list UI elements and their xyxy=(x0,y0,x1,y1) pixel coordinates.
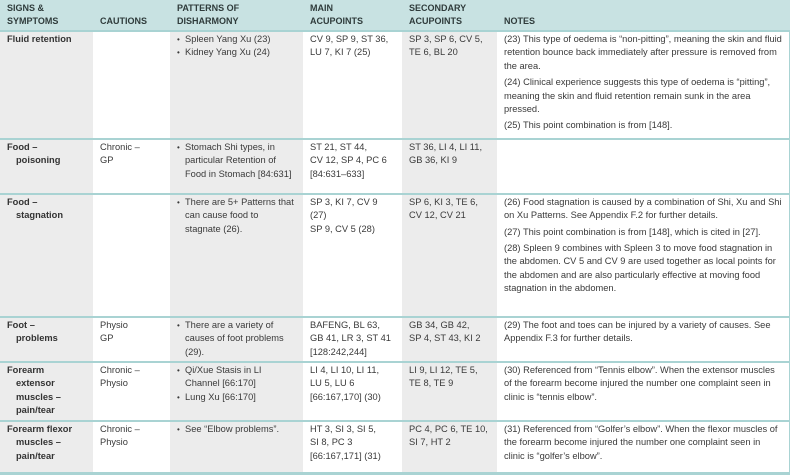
note-text: (24) Clinical experience suggests this type of oedema is “pitting”, meaning the skin and fluid retention remain sunk in the area pressed. xyxy=(504,77,771,115)
cautions-cell xyxy=(93,139,170,194)
secondary-acupoint-line: LI 9, LI 12, TE 5, xyxy=(409,365,478,376)
cautions-cell xyxy=(93,421,170,474)
patterns-cell xyxy=(170,31,303,139)
main-acupoint-line: SI 8, PC 3 xyxy=(310,437,353,448)
caution-line: Chronic – xyxy=(100,141,140,152)
symptom-cell xyxy=(0,317,93,362)
note-text: (26) Food stagnation is caused by a combination of Shi, Xu and Shi on Xu Patterns. See Appendix F.2 for further details. xyxy=(504,196,782,221)
note-text: (27) This point combination is from [148], which is cited in [27]. xyxy=(504,226,761,237)
notes-cell xyxy=(497,317,790,362)
secondary-acupoint-line: PC 4, PC 6, TE 10, xyxy=(409,423,488,434)
main-acupoint-line: GB 41, LR 3, ST 41 xyxy=(310,333,391,344)
secondary-acupoint-line: CV 12, CV 21 xyxy=(409,210,466,221)
header-main: MAIN ACUPOINTS xyxy=(303,0,402,31)
pattern-item: • Spleen Yang Xu (23) xyxy=(177,33,296,46)
patterns-cell xyxy=(170,194,303,317)
table-row xyxy=(0,194,790,317)
main-acupoint-line: BAFENG, BL 63, xyxy=(310,319,380,330)
main-acupoint-line: LI 4, LI 10, LI 11, xyxy=(310,365,380,376)
notes-cell xyxy=(497,139,790,194)
patterns-cell xyxy=(170,362,303,421)
symptom-cell xyxy=(0,362,93,421)
main-acupoint-line: [66:167,171] (31) xyxy=(310,450,381,461)
patterns-cell xyxy=(170,139,303,194)
header-row xyxy=(0,0,790,31)
main-acupoint-line: [84:631–633] xyxy=(310,168,365,179)
symptom-line: extensor muscles – pain/tear xyxy=(16,378,61,416)
caution-line: Physio xyxy=(100,319,128,330)
main-acupoint-line: (27) xyxy=(310,210,327,221)
main-acupoints-cell xyxy=(303,317,402,362)
header-signs: SIGNS & SYMPTOMS xyxy=(0,0,93,31)
caution-line: Chronic – xyxy=(100,365,140,376)
symptom-cell xyxy=(0,31,93,139)
secondary-acupoints-cell xyxy=(402,362,497,421)
symptom-line: muscles – pain/tear xyxy=(16,437,61,461)
note-text: (31) Referenced from “Golfer’s elbow”. When the flexor muscles of the forearm become injured the number one complaint seen in clinic is “golfer’s elbow”. xyxy=(504,423,778,461)
cautions-cell xyxy=(93,194,170,317)
note-text: (29) The foot and toes can be injured by a variety of causes. See Appendix F.3 for further details. xyxy=(504,319,771,344)
symptom-line: Forearm xyxy=(7,365,45,376)
symptom-line: Food – xyxy=(7,196,38,207)
note-text: (23) This type of oedema is “non-pitting”, meaning the skin and fluid retention bounce back immediately after pressure is removed from the area. xyxy=(504,34,782,71)
main-acupoint-line: CV 12, SP 4, PC 6 xyxy=(310,155,387,166)
pattern-item: • There are 5+ Patterns that can cause food to stagnate (26). xyxy=(177,196,296,236)
notes-cell xyxy=(497,194,790,317)
secondary-acupoint-line: SP 3, SP 6, CV 5, xyxy=(409,34,483,44)
caution-line: Chronic – xyxy=(100,423,140,434)
main-acupoint-line: HT 3, SI 3, SI 5, xyxy=(310,423,376,434)
main-acupoint-line: LU 7, KI 7 (25) xyxy=(310,47,371,58)
table-row xyxy=(0,317,790,362)
secondary-acupoint-line: GB 36, KI 9 xyxy=(409,155,458,166)
main-acupoints-cell xyxy=(303,31,402,139)
main-acupoint-line: SP 3, KI 7, CV 9 xyxy=(310,196,378,207)
header-secondary: SECONDARY ACUPOINTS xyxy=(402,0,497,31)
secondary-acupoint-line: SI 7, HT 2 xyxy=(409,437,451,448)
secondary-acupoint-line: TE 8, TE 9 xyxy=(409,378,454,389)
main-acupoints-cell xyxy=(303,421,402,474)
pattern-item: • There are a variety of causes of foot problems (29). xyxy=(177,319,296,359)
secondary-acupoints-cell xyxy=(402,31,497,139)
main-acupoint-line: [66:167,170] (30) xyxy=(310,391,381,402)
pattern-item: • Kidney Yang Xu (24) xyxy=(177,46,296,59)
cautions-cell xyxy=(93,362,170,421)
main-acupoints-cell xyxy=(303,194,402,317)
symptom-line: stagnation xyxy=(16,210,64,221)
symptom-line: poisoning xyxy=(16,155,61,166)
secondary-acupoint-line: SP 6, KI 3, TE 6, xyxy=(409,196,478,207)
symptom-cell xyxy=(0,194,93,317)
secondary-acupoints-cell xyxy=(402,194,497,317)
cautions-cell xyxy=(93,31,170,139)
symptom-cell xyxy=(0,421,93,474)
pattern-item: • Lung Xu [66:170] xyxy=(177,391,296,404)
secondary-acupoint-line: SP 4, ST 43, KI 2 xyxy=(409,333,481,344)
symptom-line: Foot – xyxy=(7,319,35,330)
patterns-cell xyxy=(170,317,303,362)
note-text: (28) Spleen 9 combines with Spleen 3 to move food stagnation in the abdomen. CV 5 and CV 9 are used together as local points for the abdomen and are also particularly effective at moving food stagnation in the abdomen. xyxy=(504,243,776,294)
notes-cell xyxy=(497,362,790,421)
caution-line: GP xyxy=(100,333,114,344)
patterns-cell xyxy=(170,421,303,474)
symptom-line: Forearm flexor xyxy=(7,423,73,434)
table-row xyxy=(0,31,790,139)
secondary-acupoints-cell xyxy=(402,317,497,362)
header-patterns: PATTERNS OF DISHARMONY xyxy=(170,0,303,31)
pattern-item: • Qi/Xue Stasis in LI Channel [66:170] xyxy=(177,364,296,391)
main-acupoint-line: [128:242,244] xyxy=(310,346,367,357)
secondary-acupoint-line: ST 36, LI 4, LI 11, xyxy=(409,141,483,152)
header-notes: NOTES xyxy=(497,0,790,31)
symptom-line: problems xyxy=(16,333,58,344)
notes-cell xyxy=(497,31,790,139)
main-acupoint-line: ST 21, ST 44, xyxy=(310,141,368,152)
notes-cell xyxy=(497,421,790,474)
note-text: (25) This point combination is from [148]. xyxy=(504,120,673,131)
secondary-acupoints-cell xyxy=(402,139,497,194)
caution-line: Physio xyxy=(100,437,128,448)
note-text: (30) Referenced from “Tennis elbow”. When the extensor muscles of the forearm become injured the number one complaint seen in clinic is “tennis elbow”. xyxy=(504,365,775,402)
symptom-line: Fluid retention xyxy=(7,34,72,44)
main-acupoint-line: LU 5, LU 6 xyxy=(310,378,355,389)
main-acupoint-line: SP 9, CV 5 (28) xyxy=(310,223,375,234)
secondary-acupoints-cell xyxy=(402,421,497,474)
secondary-acupoint-line: GB 34, GB 42, xyxy=(409,319,470,330)
symptom-line: Food – xyxy=(7,141,38,152)
table-row xyxy=(0,139,790,194)
main-acupoints-cell xyxy=(303,362,402,421)
caution-line: GP xyxy=(100,155,114,166)
table-row xyxy=(0,421,790,474)
cautions-cell xyxy=(93,317,170,362)
main-acupoint-line: CV 9, SP 9, ST 36, xyxy=(310,34,389,44)
pattern-item: • Stomach Shi types, in particular Retention of Food in Stomach [84:631] xyxy=(177,141,296,181)
secondary-acupoint-line: TE 6, BL 20 xyxy=(409,47,458,58)
header-cautions: CAUTIONS xyxy=(93,0,170,31)
caution-line: Physio xyxy=(100,378,128,389)
pattern-item: • See “Elbow problems”. xyxy=(177,423,296,436)
table-row xyxy=(0,362,790,421)
symptom-cell xyxy=(0,139,93,194)
main-acupoints-cell xyxy=(303,139,402,194)
